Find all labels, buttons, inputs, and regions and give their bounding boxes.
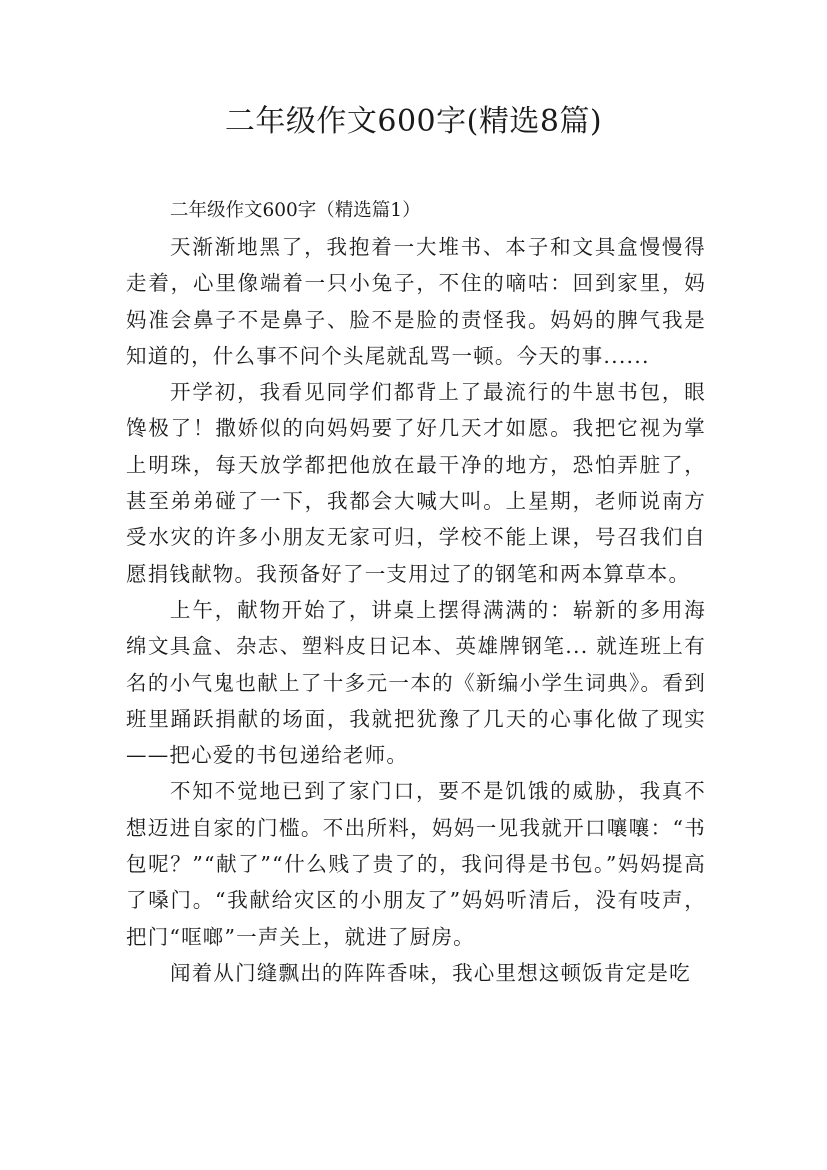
paragraph-3: 上午，献物开始了，讲桌上摆得满满的：崭新的多用海绵文具盒、杂志、塑料皮日记本、英雄牌钢笔... 就连班上有名的小气鬼也献上了十多元一本的《新编小学生词典》。看到班里踊跃捐献的场面，我就把犹豫了几天的心事化做了现实——把心爱的书包递给老师。 (126, 597, 706, 768)
document-title: 二年级作文600字(精选8篇) (224, 104, 603, 139)
document-body (126, 193, 706, 991)
paragraph-4: 不知不觉地已到了家门口，要不是饥饿的威胁，我真不想迈进自家的门槛。不出所料，妈妈一见我就开口嚷嚷：“书包呢？”“献了”“什么贱了贵了的，我问得是书包。”妈妈提高了嗓门。“我献给灾区的小朋友了”妈妈听清后，没有吱声，把门“哐啷”一声关上，就进了厨房。 (126, 779, 706, 949)
paragraph-1: 天渐渐地黑了，我抱着一大堆书、本子和文具盒慢慢得走着，心里像端着一只小兔子，不住的嘀咕：回到家里，妈妈准会鼻子不是鼻子、脸不是脸的责怪我。妈妈的脾气我是知道的，什么事不问个头尾就乱骂一顿。今天的事...... (126, 235, 706, 368)
paragraph-5: 闻着从门缝飘出的阵阵香味，我心里想这顿饭肯定是吃 (170, 960, 691, 985)
section-heading: 二年级作文600字（精选篇1） (170, 200, 421, 221)
paragraph-2: 开学初，我看见同学们都背上了最流行的牛崽书包，眼馋极了！撒娇似的向妈妈要了好几天才如愿。我把它视为掌上明珠，每天放学都把他放在最干净的地方，恐怕弄脏了，甚至弟弟碰了一下，我都会大喊大叫。上星期，老师说南方受水灾的许多小朋友无家可归，学校不能上课，号召我们自愿捐钱献物。我预备好了一支用过了的钢笔和两本算草本。 (126, 380, 706, 586)
